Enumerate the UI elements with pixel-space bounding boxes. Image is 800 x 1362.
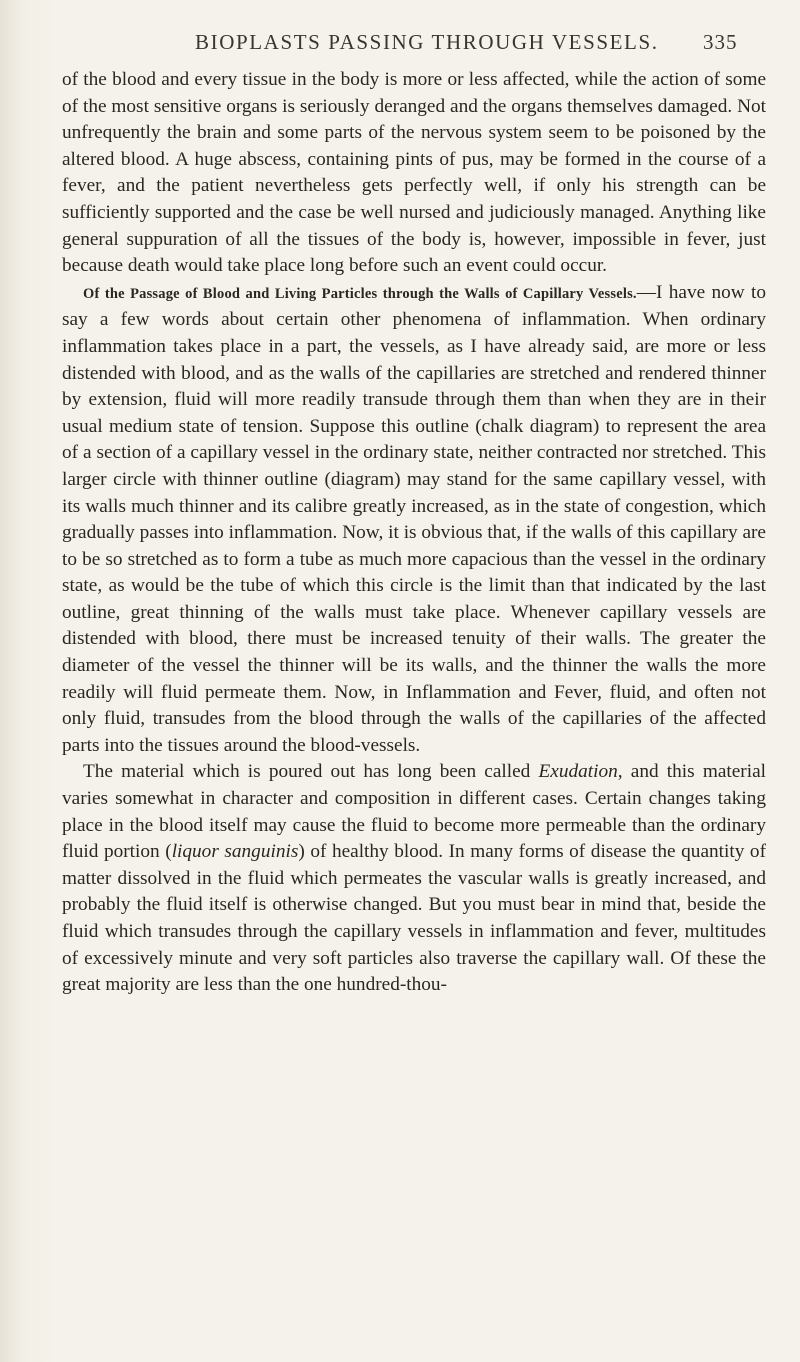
paragraph-3-text-c: ) of healthy blood. In many forms of disease the quantity of matter dissolved in the fluid which permeates the vascular walls is greatly increased, and probably the fluid itself is otherwise changed. But you must bear in mind that, beside the fluid which transudes through the capillary vessels in inflammation and fever, multitudes of excessively minute and very soft particles also traverse the capillary wall. Of these the great majority are less than the one hundred-thou- [62, 841, 766, 996]
paragraph-3 [62, 759, 766, 998]
paragraph-2-text: —I have now to say a few words about certain other phenomena of inflammation. When ordinary inflammation takes place in a part, the vessels, as I have already said, are more or less distended with blood, and as the walls of the capillaries are stretched and rendered thinner by extension, fluid will more readily transude through them than when they are in their usual medium state of tension. Suppose this outline (chalk diagram) to represent the area of a section of a capillary vessel in the ordinary state, neither contracted nor stretched. This larger circle with thinner outline (diagram) may stand for the same capillary vessel, with its walls much thinner and its calibre greatly increased, as in the state of congestion, which gradually passes into inflammation. Now, it is obvious that, if the walls of this capillary are to be so stretched as to form a tube as much more capacious than the vessel in the ordinary state, as would be the tube of which this circle is the limit than that indicated by the last outline, great thinning of the walls must take place. Whenever capillary vessels are distended with blood, there must be increased tenuity of their walls. The greater the diameter of the vessel the thinner will be its walls, and the thinner the walls the more readily will fluid permeate them. Now, in Inflammation and Fever, fluid, and often not only fluid, transudes from the blood through the walls of the capillaries of the affected parts into the tissues around the blood-vessels. [62, 281, 767, 756]
latin-term: liquor sanguinis [171, 841, 299, 863]
paragraph-1 [62, 67, 766, 280]
paragraph-3-text-a: The material which is poured out has long been called [83, 761, 539, 783]
section-sidehead: Of the Passage of Blood and Living Particles through the Walls of Capillary Vessels. [83, 285, 637, 302]
paragraph-3-text-b: , and this material varies somewhat in character and composition in different cases. Certain changes taking place in the blood itself may cause the fluid to become more permeable than the ordinary fluid portion ( [62, 761, 766, 863]
running-head: BIOPLASTS PASSING THROUGH VESSELS. [195, 30, 659, 54]
term-exudation: Exudation [538, 761, 618, 783]
paragraph-2 [62, 280, 766, 760]
page-header [0, 30, 800, 70]
paragraph-1-text: of the blood and every tissue in the body is more or less affected, while the action of some of the most sensitive organs is seriously deranged and the organs themselves damaged. Not unfrequently the brain and some parts of the nervous system seem to be poisoned by the altered blood. A huge abscess, containing pints of pus, may be formed in the course of a fever, and the patient nevertheless gets perfectly well, if only his strength can be sufficiently supported and the case be well nursed and judiciously managed. Anything like general suppuration of all the tissues of the body is, however, impossible in fever, just because death would take place long before such an event could occur. [62, 69, 766, 277]
body-text [62, 67, 766, 999]
page-number: 335 [703, 30, 738, 54]
